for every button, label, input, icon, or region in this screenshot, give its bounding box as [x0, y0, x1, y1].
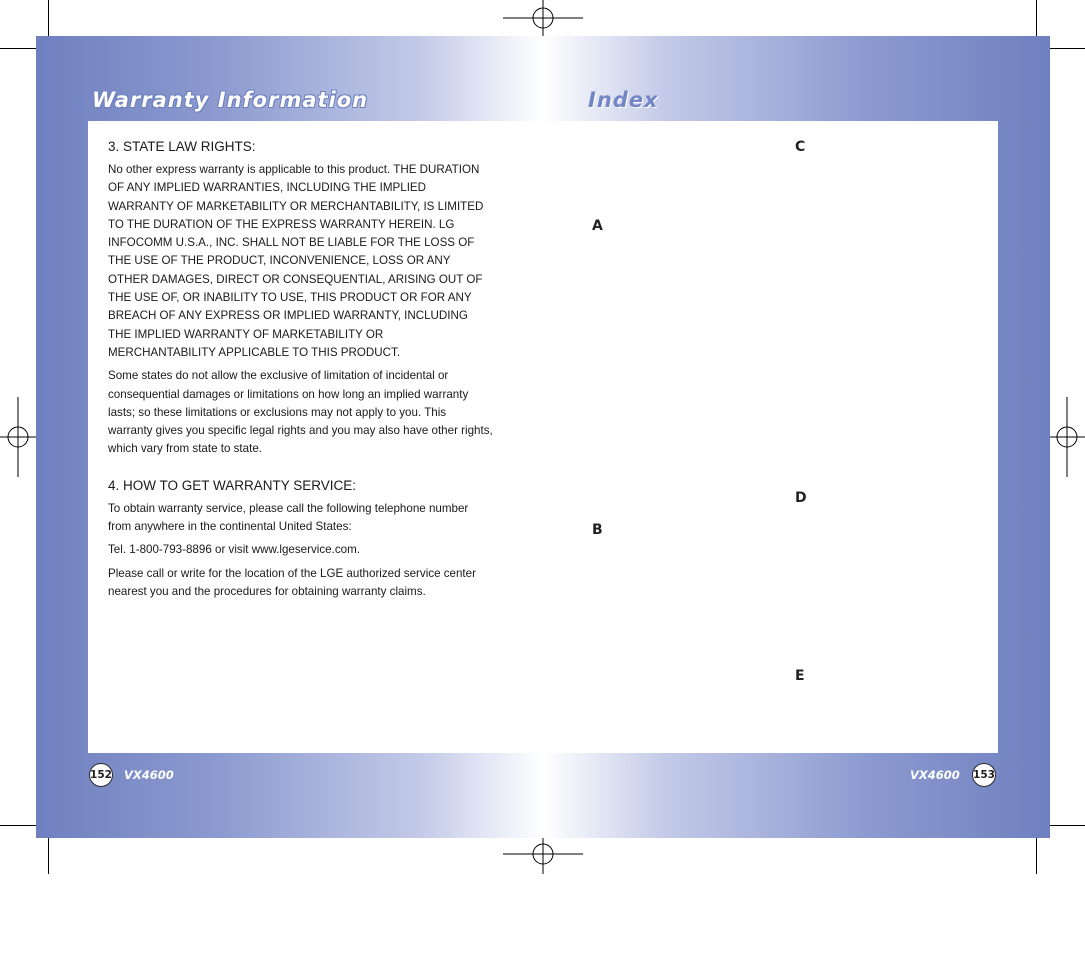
index-letter-d: D [795, 490, 807, 506]
model-label-right: VX4600 [910, 768, 960, 782]
crop-mark [48, 0, 49, 36]
page-title-index: Index [588, 88, 659, 112]
crop-mark [1036, 0, 1037, 36]
page-number-right: 153 [972, 763, 996, 787]
paragraph: To obtain warranty service, please call the following telephone number from anywhere in the continental United States: [108, 501, 469, 534]
crop-mark [1049, 825, 1085, 826]
page-title-warranty: Warranty Information [92, 88, 369, 112]
index-letter-e: E [795, 668, 805, 684]
section-heading: 4. HOW TO GET WARRANTY SERVICE: [108, 477, 357, 493]
section-warranty-service [108, 478, 493, 601]
index-letter-a: A [592, 218, 603, 234]
registration-mark-bottom [503, 836, 583, 916]
section-state-law-rights [108, 139, 493, 459]
warranty-text-column [108, 139, 493, 606]
crop-mark [1036, 838, 1037, 874]
model-label-left: VX4600 [124, 768, 174, 782]
paragraph: Some states do not allow the exclusive of limitation of incidental or consequential damages or limitations on how long an implied warranty lasts; so these limitations or exclusions may not apply to you. This warranty gives you specific legal rights and you may also have other rights, which vary from state to state. [108, 369, 493, 456]
index-letter-c: C [795, 139, 806, 155]
registration-mark-right [1049, 397, 1085, 477]
paragraph: Please call or write for the location of the LGE authorized service center nearest you and the procedures for obtaining warranty claims. [108, 566, 476, 598]
paragraph: Tel. 1-800-793-8896 or visit www.lgeservice.com. [108, 543, 360, 557]
index-letter-b: B [592, 522, 603, 538]
crop-mark [0, 48, 36, 49]
section-heading: 3. STATE LAW RIGHTS: [108, 139, 256, 154]
crop-mark [48, 838, 49, 874]
crop-mark [0, 825, 36, 826]
paragraph: No other express warranty is applicable to this product. THE DURATION OF ANY IMPLIED WARRANTIES, INCLUDING THE IMPLIED WARRANTY OF MARKETABILITY OR MERCHANTABILITY, IS LIMITED TO THE DURATION OF THE EXPRESS WARRANTY HEREIN. LG INFOCOMM U.S.A., INC. SHALL NOT BE LIABLE FOR THE LOSS OF THE USE OF THE PRODUCT, INCONVENIENCE, LOSS OR ANY OTHER DAMAGES, DIRECT OR CONSEQUENTIAL, ARISING OUT OF THE USE OF, OR INABILITY TO USE, THIS PRODUCT OR FOR ANY BREACH OF ANY EXPRESS OR IMPLIED WARRANTY, INCLUDING THE IMPLIED WARRANTY OF MARKETABILITY OR MERCHANTABILITY APPLICABLE TO THIS PRODUCT. [108, 163, 484, 359]
page-number-left: 152 [89, 763, 113, 787]
crop-mark [1049, 48, 1085, 49]
